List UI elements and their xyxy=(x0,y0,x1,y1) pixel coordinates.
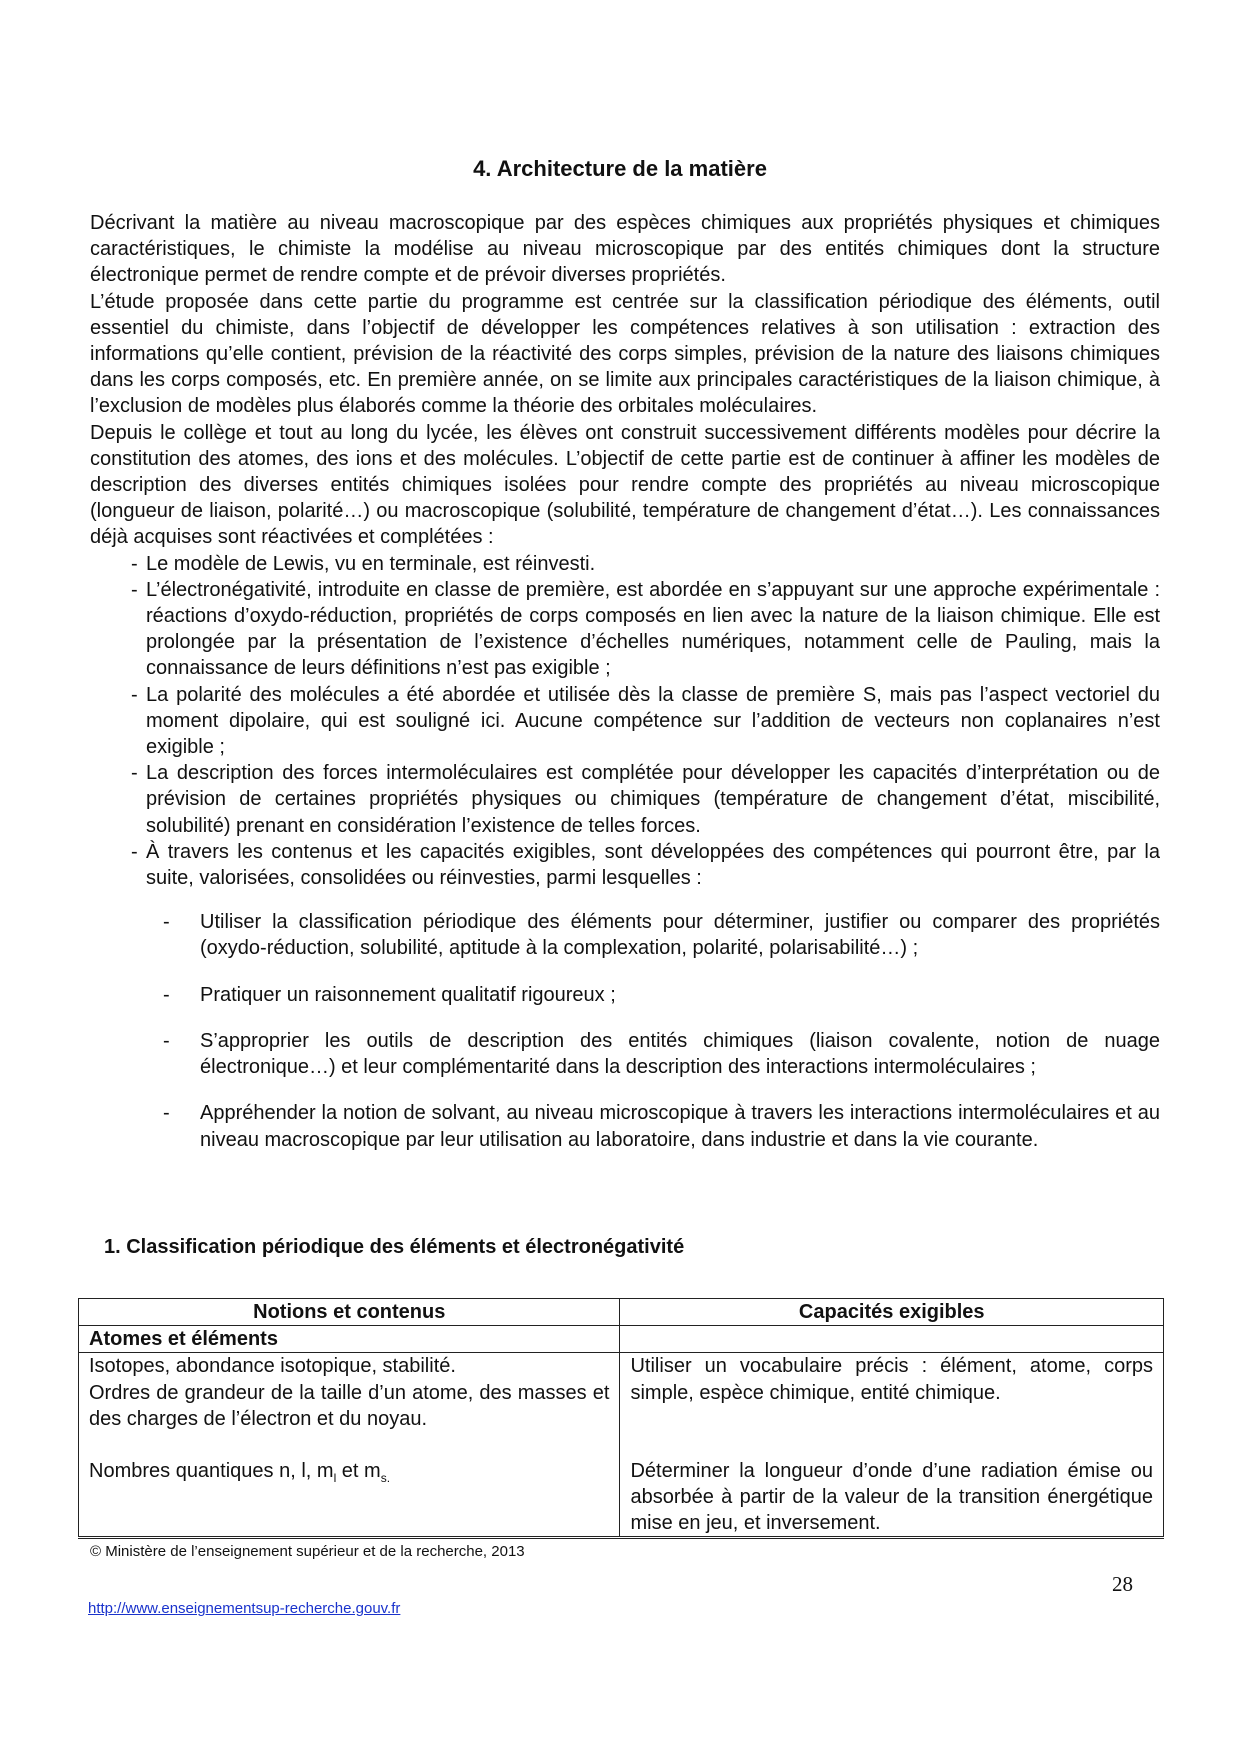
ministry-link[interactable]: http://www.enseignementsup-recherche.gouv.fr xyxy=(88,1600,401,1617)
list-item: - La description des forces intermoléculaires est complétée pour développer les capacités d’interprétation ou de prévision de certaines propriétés physiques ou chimiques (température de changement d’état, miscibilité, solubilité) prenant en considération l’existence de telles forces. xyxy=(131,760,1160,839)
capacity-vocabulary: Utiliser un vocabulaire précis : élément, atome, corps simple, espèce chimique, entité chimique. xyxy=(630,1355,1153,1404)
list-item: - L’électronégativité, introduite en classe de première, est abordée en s’appuyant sur une approche expérimentale : réactions d’oxydo-réduction, propriétés de corps composés en lien avec la nature de la liaison chimique. Elle est prolongée par la présentation de l’existence d’échelles numériques, notamment celle de Pauling, mais la connaissance de leurs définitions n’est pas exigible ; xyxy=(131,577,1160,682)
list-item: - À travers les contenus et les capacités exigibles, sont développées des compétences qui pourront être, par la suite, valorisées, consolidées ou réinvesties, parmi lesquelles : xyxy=(131,839,1160,891)
empty-cell xyxy=(620,1326,1164,1353)
capacites-cell xyxy=(620,1353,1164,1538)
copyright-notice: © Ministère de l’enseignement supérieur et de la recherche, 2013 xyxy=(90,1543,525,1560)
skills-list xyxy=(90,909,1160,1152)
objective-paragraph: Depuis le collège et tout au long du lycée, les élèves ont construit successivement différents modèles pour décrire la constitution des atomes, des ions et des molécules. L’objectif de cette partie est de continuer à affiner les modèles de description des diverses entités chimiques isolées pour rendre compte des propriétés au niveau microscopique (longueur de liaison, polarité…) ou macroscopique (solubilité, température de changement d’état…). Les connaissances déjà acquises sont réactivées et complétées : xyxy=(90,421,1160,549)
quantum-and: et m xyxy=(336,1460,381,1483)
notion-isotopes: Isotopes, abondance isotopique, stabilité. xyxy=(89,1355,456,1378)
capacity-wavelength: Déterminer la longueur d’onde d’une radiation émise ou absorbée à partir de la valeur de la transition énergétique mise en jeu, et inversement. xyxy=(630,1459,1153,1535)
intro-paragraph: Décrivant la matière au niveau macroscopique par des espèces chimiques aux propriétés physiques et chimiques caractéristiques, le chimiste la modélise au niveau microscopique par des entités chimiques dont la structure électronique permet de rendre compte et de prévoir diverses propriétés. xyxy=(90,212,1160,287)
quantum-sub-l: l xyxy=(333,1471,337,1486)
section-body xyxy=(90,210,1160,1173)
page-number: 28 xyxy=(1112,1572,1133,1596)
prior-knowledge-list xyxy=(90,551,1160,892)
quantum-sub-s: s. xyxy=(380,1471,391,1486)
table-section-row xyxy=(79,1326,1164,1353)
table-header-row xyxy=(79,1299,1164,1326)
table-row xyxy=(79,1353,1164,1538)
list-item: - Le modèle de Lewis, vu en terminale, est réinvesti. xyxy=(131,551,1160,577)
header-capacites: Capacités exigibles xyxy=(620,1299,1164,1326)
skill-item: - Utiliser la classification périodique des éléments pour déterminer, justifier ou comparer des propriétés (oxydo-réduction, solubilité, aptitude à la complexation, polarité, polarisabilité…) ; xyxy=(90,909,1160,961)
skill-item: - Pratiquer un raisonnement qualitatif rigoureux ; xyxy=(90,982,1160,1008)
notion-quantum xyxy=(89,1458,609,1491)
notions-cell xyxy=(79,1353,620,1538)
skill-item: - S’approprier les outils de description des entités chimiques (liaison covalente, notion de nuage électronique…) et leur complémentarité dans la description des interactions intermoléculaires ; xyxy=(90,1028,1160,1080)
study-paragraph: L’étude proposée dans cette partie du programme est centrée sur la classification périodique des éléments, outil essentiel du chimiste, dans l’objectif de développer les compétences relatives à son utilisation : extraction des informations qu’elle contient, prévision de la réactivité des corps simples, prévision de la nature des liaisons chimiques dans les corps composés, etc. En première année, on se limite aux principales caractéristiques de la liaison chimique, à l’exclusion de modèles plus élaborés comme la théorie des orbitales moléculaires. xyxy=(90,290,1160,418)
notion-orders: Ordres de grandeur de la taille d’un atome, des masses et des charges de l’électron et du noyau. xyxy=(89,1381,610,1430)
section-title: 4. Architecture de la matière xyxy=(473,156,767,181)
subsection-title: 1. Classification périodique des éléments et électronégativité xyxy=(104,1236,685,1258)
header-notions: Notions et contenus xyxy=(79,1299,620,1326)
section-label: Atomes et éléments xyxy=(79,1326,620,1353)
list-item: - La polarité des molécules a été abordée et utilisée dès la classe de première S, mais pas l’aspect vectoriel du moment dipolaire, qui est souligné ici. Aucune compétence sur l’addition de vecteurs non coplanaires n’est exigible ; xyxy=(131,682,1160,761)
program-table xyxy=(78,1298,1164,1539)
skill-item: - Appréhender la notion de solvant, au niveau microscopique à travers les interactions intermoléculaires et au niveau macroscopique par leur utilisation au laboratoire, dans industrie et dans la vie courante. xyxy=(90,1100,1160,1152)
quantum-prefix: Nombres quantiques n, l, m xyxy=(89,1460,334,1483)
